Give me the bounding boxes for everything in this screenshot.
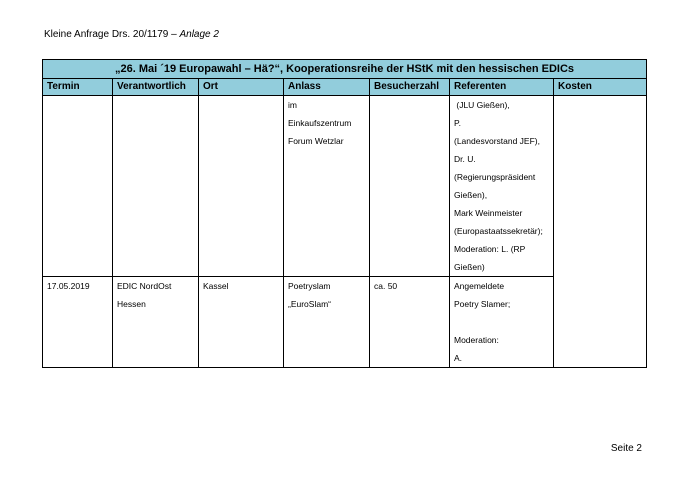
cell-besucherzahl [370, 277, 450, 368]
cell-verantwortlich [113, 277, 199, 368]
column-header-anlass: Anlass [284, 79, 370, 96]
cell-line: (Regierungspräsident [454, 172, 536, 182]
column-header-termin: Termin [43, 79, 113, 96]
cell-line: Hessen [117, 299, 146, 309]
cell-besucherzahl [370, 96, 450, 277]
cell-line: Gießen) [454, 262, 485, 272]
table-header-row [43, 79, 647, 96]
cell-referenten [450, 96, 554, 277]
cell-line: Einkaufszentrum [288, 118, 352, 128]
column-header-kosten: Kosten [554, 79, 647, 96]
cell-line: Gießen), [454, 190, 488, 200]
cell-ort [199, 277, 284, 368]
column-header-verantwortlich: Verantwortlich [113, 79, 199, 96]
cell-line: Forum Wetzlar [288, 136, 344, 146]
cell-line: Kassel [203, 281, 229, 291]
column-header-referenten: Referenten [450, 79, 554, 96]
cell-referenten [450, 277, 554, 368]
cell-line: (Europastaatssekretär); [454, 226, 543, 236]
cell-kosten [554, 96, 647, 368]
page-header [44, 29, 219, 41]
cell-line: Angemeldete [454, 281, 505, 291]
cell-line: (JLU Gießen), [454, 100, 510, 110]
header-annex: Anlage 2 [179, 29, 219, 40]
cell-line: A. [454, 353, 463, 363]
cell-line: EDIC NordOst [117, 281, 172, 291]
cell-anlass [284, 277, 370, 368]
cell-line: Dr. U. [454, 154, 476, 164]
cell-line: Moderation: L. (RP [454, 244, 526, 254]
events-table [42, 59, 647, 368]
cell-line: „EuroSlam“ [288, 299, 331, 309]
cell-ort [199, 96, 284, 277]
column-header-ort: Ort [199, 79, 284, 96]
cell-anlass [284, 96, 370, 277]
page-number: Seite 2 [610, 443, 642, 454]
cell-verantwortlich [113, 96, 199, 277]
cell-line: Poetryslam [288, 281, 331, 291]
cell-line: Moderation: [454, 335, 499, 345]
cell-line: Poetry Slamer; [454, 299, 511, 309]
cell-line: 17.05.2019 [47, 281, 90, 291]
cell-line [454, 313, 549, 331]
table-title: „26. Mai ´19 Europawahl – Hä?“, Kooperationsreihe der HStK mit den hessischen EDICs [43, 60, 647, 79]
table-title-row [43, 60, 647, 79]
cell-line: Mark Weinmeister [454, 208, 523, 218]
cell-line: ca. 50 [374, 281, 398, 291]
table-row [43, 96, 647, 277]
column-header-besucherzahl: Besucherzahl [370, 79, 450, 96]
cell-line: im [288, 100, 297, 110]
cell-termin [43, 277, 113, 368]
header-reference: Kleine Anfrage Drs. 20/1179 – [44, 29, 180, 40]
cell-line: P. [454, 118, 461, 128]
cell-line: (Landesvorstand JEF), [454, 136, 540, 146]
cell-termin [43, 96, 113, 277]
